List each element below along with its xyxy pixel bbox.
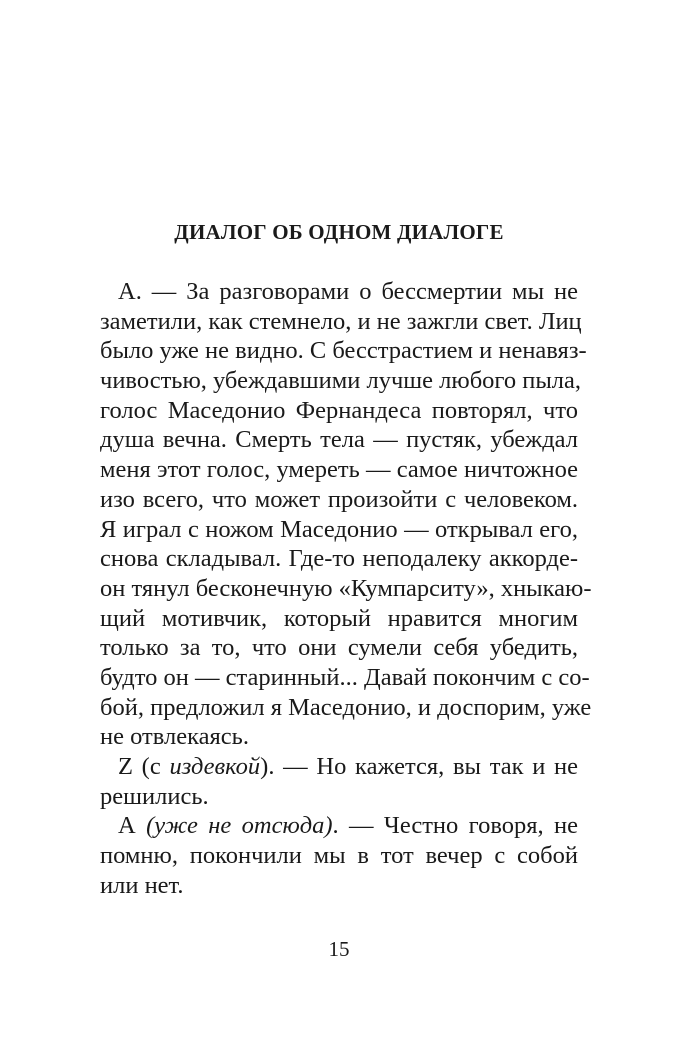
text-line: голос Маседонио Фернандеса повторял, что xyxy=(100,396,578,424)
text-line: или нет. xyxy=(100,871,184,899)
text-line xyxy=(100,811,578,841)
text-line: щий мотивчик, который нравится многим xyxy=(100,604,578,632)
text-line: помню, покончили мы в тот вечер с собой xyxy=(100,842,578,870)
text-line: Я играл с ножом Маседонио — открывал его, xyxy=(100,515,578,543)
text-line: А. — За разговорами о бессмертии мы не xyxy=(118,278,578,305)
text-line: будто он — старинный... Давай покончим с со- xyxy=(100,663,590,691)
line-segment: ). — Но кажется, вы так и не xyxy=(260,753,579,780)
text-line: заметили, как стемнело, и не зажгли свет. Лиц xyxy=(100,307,582,335)
text-line: было уже не видно. С бесстрастием и ненавяз- xyxy=(100,337,587,365)
line-segment: Z (с xyxy=(118,753,170,780)
text-line: бой, предложил я Маседонио, и доспорим, уже xyxy=(100,693,592,721)
text-line: изо всего, что может произойти с человеком. xyxy=(100,485,578,513)
chapter-title: ДИАЛОГ ОБ ОДНОМ ДИАЛОГЕ xyxy=(174,220,504,244)
text-line: чивостью, убеждавшими лучше любого пыла, xyxy=(100,367,582,395)
paragraph-2 xyxy=(100,752,578,811)
text-line: только за то, что они сумели себя убедить, xyxy=(100,634,578,662)
line-segment: . — Честно говоря, не xyxy=(332,812,578,840)
italic-remark: (уже не отсюда) xyxy=(146,812,333,840)
page-number: 15 xyxy=(328,937,350,961)
text-line: решились. xyxy=(100,782,209,810)
text-line: не отвлекаясь. xyxy=(100,723,249,751)
text-line: снова складывал. Где-то неподалеку аккорде- xyxy=(100,545,578,573)
paragraph-3 xyxy=(100,811,578,900)
text-line xyxy=(100,752,578,782)
italic-remark: издевкой xyxy=(169,753,261,780)
paragraph-1 xyxy=(100,277,592,752)
body-text xyxy=(100,277,592,900)
text-line: он тянул бесконечную «Кумпарситу», хныкаю- xyxy=(100,574,592,602)
line-segment: А xyxy=(118,812,147,840)
text-line: душа вечна. Смерть тела — пустяк, убеждал xyxy=(100,426,578,454)
text-line: меня этот голос, умереть — самое ничтожное xyxy=(100,456,578,484)
